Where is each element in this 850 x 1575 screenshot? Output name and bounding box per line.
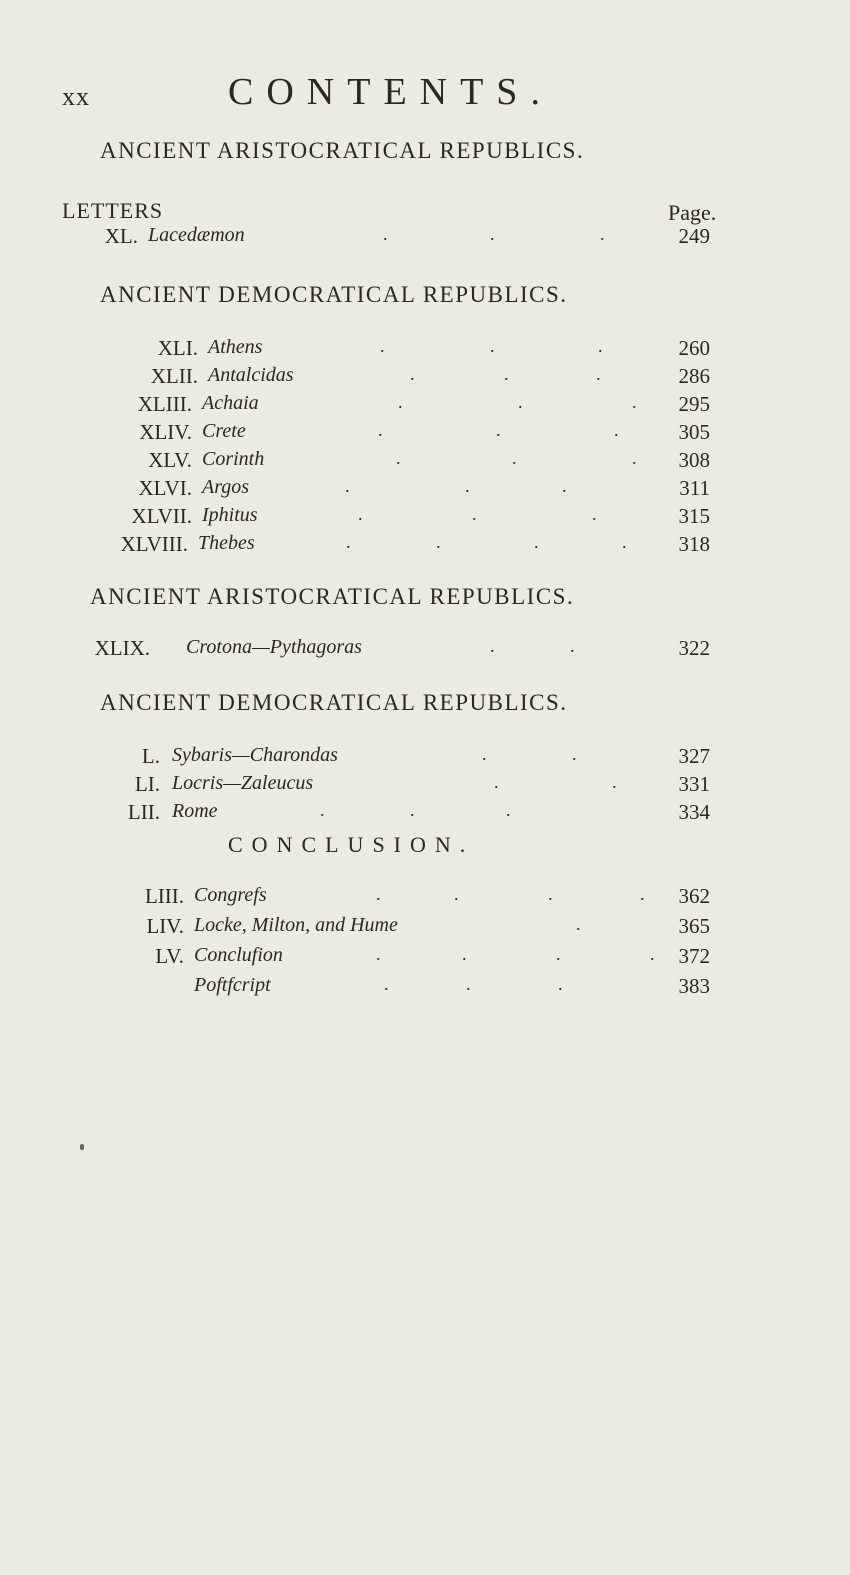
letter-title: Achaia [202,392,259,414]
page-number: 286 [678,364,710,388]
leader-dot: . [612,772,617,792]
leader-dot: . [518,392,523,412]
page-number: 322 [678,636,710,660]
leader-dot: . [490,636,495,656]
section-heading: ANCIENT ARISTOCRATICAL REPUBLICS. [90,584,575,609]
leader-dot: . [465,476,470,496]
contents-entry[interactable] [0,336,850,366]
page-number: 305 [678,420,710,444]
letter-title: Locke, Milton, and Hume [194,914,398,936]
contents-entry[interactable] [0,800,850,830]
leader-dot: . [384,974,389,994]
leader-dot: . [614,420,619,440]
letter-number: LI. [134,772,160,796]
leader-dot: . [346,532,351,552]
leader-dot: . [534,532,539,552]
letter-title: Sybaris—Charondas [172,744,338,766]
page-number: 315 [678,504,710,528]
contents-entry[interactable] [0,504,850,534]
leader-dot: . [436,532,441,552]
leader-dot: . [494,772,499,792]
letter-title: Corinth [202,448,265,470]
contents-entry[interactable] [0,448,850,478]
page-number: 308 [678,448,710,472]
letter-title: Rome [172,800,218,822]
contents-entry[interactable] [0,914,850,944]
letter-number: LIII. [144,884,184,908]
ink-speck [80,1144,84,1150]
letter-number: XLVII. [131,504,192,528]
letter-title: Argos [202,476,250,498]
leader-dot: . [454,884,459,904]
leader-dot: . [383,224,388,244]
letter-number: LV. [155,944,184,968]
contents-entry[interactable] [0,476,850,506]
page-number: 331 [678,772,710,796]
leader-dot: . [482,744,487,764]
page-number: 311 [679,476,710,500]
letter-title: Lacedæmon [148,224,245,246]
leader-dot: . [472,504,477,524]
page-number: 249 [678,224,710,248]
leader-dot: . [462,944,467,964]
letter-title: Antalcidas [208,364,294,386]
leader-dot: . [576,914,581,934]
contents-entry[interactable] [0,772,850,802]
letter-number: XLIX. [94,636,150,660]
leader-dot: . [345,476,350,496]
leader-dot: . [650,944,655,964]
leader-dot: . [396,448,401,468]
leader-dot: . [496,420,501,440]
letter-number: XLVIII. [120,532,188,556]
letter-title: Thebes [198,532,255,554]
leader-dot: . [548,884,553,904]
page-number: 327 [678,744,710,768]
leader-dot: . [562,476,567,496]
letter-number: XLIV. [139,420,192,444]
letter-number: XLVI. [138,476,192,500]
leader-dot: . [504,364,509,384]
letter-title: Conclufion [194,944,283,966]
page-folio: xx [62,82,90,111]
letter-title: Crotona—Pythagoras [186,636,362,658]
leader-dot: . [410,800,415,820]
leader-dot: . [512,448,517,468]
column-header-letters: LETTERS [62,198,164,223]
contents-entry[interactable] [0,420,850,450]
contents-entry[interactable] [0,364,850,394]
leader-dot: . [572,744,577,764]
leader-dot: . [376,884,381,904]
leader-dot: . [570,636,575,656]
page-number: 295 [678,392,710,416]
leader-dot: . [358,504,363,524]
letter-title: Athens [208,336,263,358]
section-heading: ANCIENT DEMOCRATICAL REPUBLICS. [100,690,568,715]
letter-number: XL. [104,224,138,248]
leader-dot: . [558,974,563,994]
leader-dot: . [600,224,605,244]
page-number: 334 [678,800,710,824]
page-number: 362 [678,884,710,908]
letter-number: XLI. [157,336,198,360]
contents-entry[interactable] [0,744,850,774]
contents-entry[interactable] [0,974,850,1004]
letter-title: Congrefs [194,884,267,906]
section-heading: CONCLUSION. [228,832,475,857]
leader-dot: . [592,504,597,524]
letter-number: L. [141,744,160,768]
leader-dot: . [556,944,561,964]
page-number: 372 [678,944,710,968]
leader-dot: . [596,364,601,384]
leader-dot: . [632,448,637,468]
leader-dot: . [632,392,637,412]
letter-number: XLV. [148,448,192,472]
letter-title: Poftfcript [194,974,271,996]
leader-dot: . [378,420,383,440]
letter-title: Locris—Zaleucus [172,772,314,794]
leader-dot: . [640,884,645,904]
leader-dot: . [490,336,495,356]
section-heading: ANCIENT ARISTOCRATICAL REPUBLICS. [100,138,585,163]
letter-number: XLII. [150,364,198,388]
leader-dot: . [380,336,385,356]
leader-dot: . [398,392,403,412]
section-heading: ANCIENT DEMOCRATICAL REPUBLICS. [100,282,568,307]
leader-dot: . [410,364,415,384]
leader-dot: . [622,532,627,552]
leader-dot: . [376,944,381,964]
page-number: 365 [678,914,710,938]
letter-number: LIV. [146,914,184,938]
contents-entry[interactable] [0,884,850,914]
page-number: 260 [678,336,710,360]
contents-entry[interactable] [0,532,850,562]
leader-dot: . [490,224,495,244]
contents-entry[interactable] [0,392,850,422]
page-title: CONTENTS. [228,71,553,113]
letter-title: Iphitus [202,504,258,526]
letter-title: Crete [202,420,246,442]
leader-dot: . [466,974,471,994]
contents-entry[interactable] [0,224,850,254]
leader-dot: . [598,336,603,356]
page-number: 383 [678,974,710,998]
contents-entry[interactable] [0,944,850,974]
letter-number: LII. [127,800,160,824]
leader-dot: . [506,800,511,820]
column-header-page: Page. [668,200,717,225]
letter-number: XLIII. [137,392,192,416]
contents-entry[interactable] [0,636,850,666]
leader-dot: . [320,800,325,820]
page-number: 318 [678,532,710,556]
